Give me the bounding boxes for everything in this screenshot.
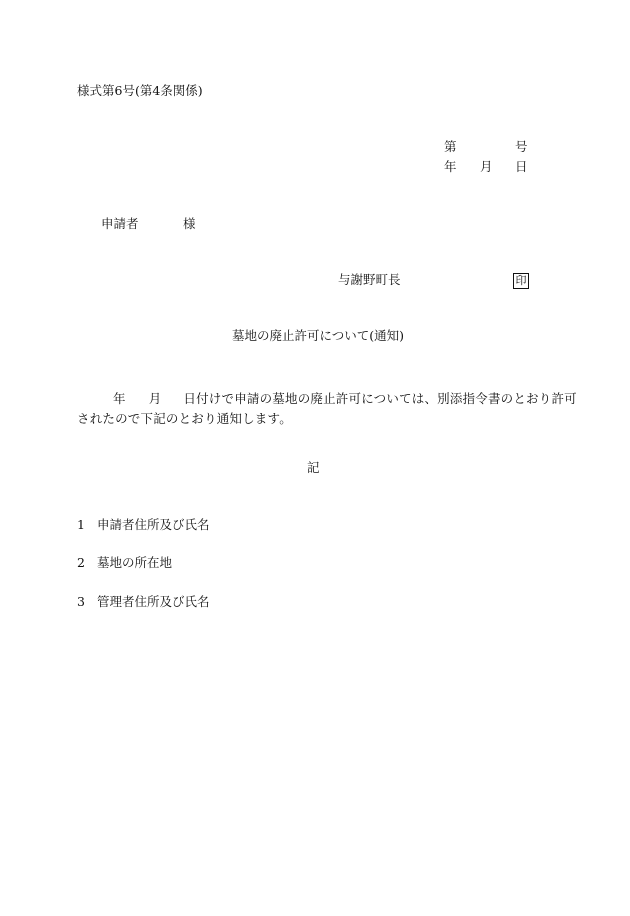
item-number: 1 — [77, 517, 85, 532]
body-line-1 — [77, 389, 577, 409]
form-label: 様式第6号(第4条関係) — [77, 83, 203, 98]
item-label: 管理者住所及び氏名 — [96, 594, 210, 609]
body-month: 月 — [148, 391, 162, 406]
doc-number-dai: 第 — [444, 139, 457, 154]
date-year: 年 — [444, 159, 457, 174]
doc-number-go: 号 — [515, 139, 528, 154]
addressee-name: 申請者 — [101, 216, 139, 231]
ki-heading: 記 — [307, 460, 320, 475]
item-number: 2 — [77, 555, 85, 570]
addressee-honorific: 様 — [183, 216, 196, 231]
item-label: 申請者住所及び氏名 — [96, 517, 210, 532]
list-item — [77, 557, 172, 570]
body-year: 年 — [113, 391, 126, 406]
body-line-1-rest: 日付けで申請の墓地の廃止許可については、別添指令書のとおり許可 — [183, 391, 577, 406]
date-day: 日 — [515, 159, 528, 174]
list-item — [77, 596, 209, 609]
body-line-2: されたので下記のとおり通知します。 — [77, 411, 292, 426]
issuer-name: 与謝野町長 — [338, 272, 401, 287]
body-paragraph — [77, 389, 577, 429]
item-number: 3 — [77, 594, 85, 609]
date-month: 月 — [480, 159, 493, 174]
item-label: 墓地の所在地 — [96, 555, 172, 570]
seal-icon: 印 — [513, 273, 529, 289]
document-title: 墓地の廃止許可について(通知) — [232, 328, 405, 343]
list-item — [77, 519, 209, 532]
